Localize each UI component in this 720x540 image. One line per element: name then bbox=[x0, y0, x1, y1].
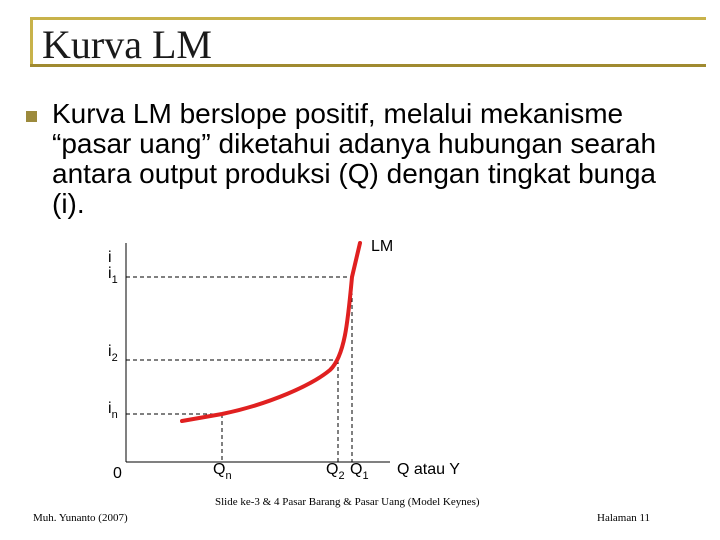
lm-curve bbox=[182, 243, 360, 421]
x-axis-label: Q atau Y bbox=[397, 461, 460, 478]
x-tick-q2: $Q_2$ bbox=[326, 461, 345, 482]
footer-page-number: Halaman 11 bbox=[597, 512, 651, 524]
y-tick-i1: $i_1$ bbox=[108, 265, 118, 286]
y-axis-label: i bbox=[108, 249, 112, 266]
lm-curve-label: LM bbox=[371, 238, 394, 255]
y-tick-i2: $i_2$ bbox=[108, 343, 118, 364]
y-tick-in: $i_n$ bbox=[108, 400, 118, 421]
x-tick-qn: $Q_n$ bbox=[213, 461, 232, 482]
x-tick-q1: $Q_1$ bbox=[350, 461, 369, 482]
bullet-text: Kurva LM berslope positif, melalui mekanisme “pasar uang” diketahui adanya hubungan searah antara output produksi (Q) dengan tingkat bunga (i). bbox=[52, 98, 657, 219]
slide-title: Kurva LM bbox=[42, 22, 212, 67]
origin-label: 0 bbox=[113, 465, 122, 482]
footer-slide-info: Slide ke-3 & 4 Pasar Barang & Pasar Uang (Model Keynes) bbox=[215, 496, 480, 508]
footer-author: Muh. Yunanto (2007) bbox=[33, 512, 128, 524]
